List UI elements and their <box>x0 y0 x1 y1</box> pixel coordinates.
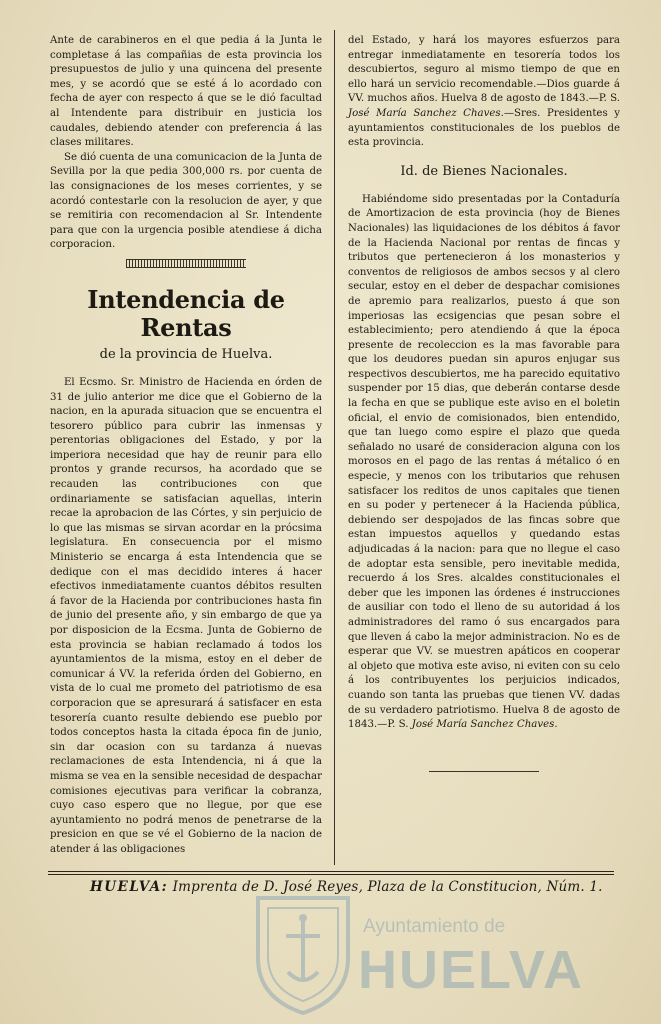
watermark-line-1: Ayuntamiento de <box>363 916 506 937</box>
paragraph-text: del Estado, y hará los mayores esfuerzos para entregar inmediatamente en tesorería todos los descubiertos, seguro al mismo tiempo de que en ello hará un servicio recomendable.—Dios guarde á VV. muchos años. Huelva 8 de agosto de 1843.—P. S. <box>348 35 620 105</box>
end-rule <box>429 771 539 772</box>
archive-watermark <box>248 888 648 1018</box>
city-seal-icon <box>248 888 358 1018</box>
article-paragraph <box>348 34 620 151</box>
article-paragraph: Se dió cuenta de una comunicacion de la Junta de Sevilla por la que pedia 300,000 rs. por cuenta de las consignaciones de los meses corrientes, y se acordó contestarle con la resolucion de ayer, y que se remitiria con recomendacion al Sr. Intendente para que con la urgencia posible atendiese á dicha corporacion. <box>50 151 322 251</box>
imprint-text: Imprenta de D. José Reyes, Plaza de la Constitucion, Núm. 1. <box>172 879 603 895</box>
paragraph-text: —Sres. Presidentes y ayuntamientos constitucionales de los pueblos de esta provincia. <box>348 107 620 149</box>
right-column <box>348 34 620 772</box>
column-divider <box>334 30 335 865</box>
article-paragraph: El Ecsmo. Sr. Ministro de Hacienda en órden de 31 de julio anterior me dice que el Gobierno de la nacion, en la apurada situacion que se encuentra el tesorero público para cubrir las inmensas y perentorias obligaciones del Estado, y por la imperiora necesidad que hay de reunir para ello prontos y grande recursos, ha acordado que se recauden las contribuciones con que ordinariamente se satisfacian aquellas, interin recae la aprobacion de las Córtes, y sin perjuicio de lo que las mismas se sirvan acordar en la prócsima legislatura. En consecuencia por el mismo Ministerio se encarga á esta Intendencia que se dedique con el mas decidido interes á hacer efectivos inmediatamente cuantos débitos resulten á favor de la Hacienda por contribuciones hasta fin de junio del presente año, y sin embargo de que ya por disposicion de la Ecsma. Junta de Gobierno de esta provincia se habian reclamado á todos los ayuntamientos de la misma, estoy en el deber de comunicar á VV. la referida órden del Gobierno, en vista de lo cual me prometo del patriotismo de esa corporacion que se apresurará á satisfacer en esta tesorería cuanto resulte debiendo ese pueblo por todos conceptos hasta la citada época fin de junio, sin dar ocasion con su tardanza á nuevas reclamaciones de esta Intendencia, ni á que la misma se vea en la sensible necesidad de despachar comisiones ejecutivas para verificar la cobranza, cuyo caso espero que no llegue, por que ese ayuntamiento no podrá menos de penetrarse de la presicion en que se vé el Gobierno de la nacion de atender á las obligaciones <box>50 376 322 855</box>
section-heading: Id. de Bienes Nacionales. <box>400 163 568 179</box>
article-paragraph <box>348 193 620 733</box>
signature: José María Sanchez Chaves. <box>348 107 504 119</box>
footer-rule <box>48 871 614 875</box>
section-subheading: de la provincia de Huelva. <box>99 346 273 362</box>
watermark-line-2: HUELVA <box>358 940 584 1000</box>
article-paragraph: Ante de carabineros en el que pedia á la Junta le completase á las compañias de esta provincia los presupuestos de julio y una quincena del presente mes, y se acordó que se esté á lo acordado con fecha de ayer con respecto á que se le dió facultad al Intendente para distribuir en justicia los caudales, debiendo atender con preferencia á las clases militares. <box>50 35 322 149</box>
signature: José María Sanchez Chaves. <box>411 719 558 731</box>
imprint-city: HUELVA: <box>90 879 169 895</box>
section-heading: Intendencia de Rentas <box>87 284 285 342</box>
ornamental-divider <box>126 259 246 268</box>
left-column <box>50 34 322 858</box>
paragraph-text: Habiéndome sido presentadas por la Contaduría de Amortizacion de esta provincia (hoy de Bienes Nacionales) las liquidaciones de los débitos á favor de la Hacienda Nacional por rentas de fincas y tributos que pertenecieron á los monasterios y conventos de religiosos de ambos secsos y al clero secular, estoy en el deber de despachar comisiones de apremio para realizarlos, puesto á que son imperiosas las ecsigencias que pesan sobre el establecimiento; pero atendiendo á que la época presente de recoleccion es la mas favorable para que los deudores puedan sin apuros enjugar sus respectivos descubiertos, me ha parecido equitativo suspender por 15 dias, que deberán contarse desde la fecha en que se publique este aviso en el boletin oficial, el envio de comisionados, bien entendido, que tan luego como espire el plazo que queda señalado no usaré de consideracion alguna con los morosos en el pago de las rentas á métalico ó en especie, y menos con los tributarios que rehusen satisfacer los reditos de unos capitales que tienen en su poder y pertenecer á la Hacienda pública, debiendo ser despojados de las fincas sobre que estan impuestos aquellos y quedando estas adjudicadas á la nacion: para que no llegue el caso de adoptar esta sensible, pero inevitable medida, recuerdo á los Sres. alcaldes constitucionales el deber que les imponen las órdenes é instrucciones de ausiliar con todo el lleno de su autoridad á los administradores del ramo ó sus encargados para que lleven á cabo la mejor administracion. No es de esperar que VV. se muestren apáticos en cooperar al objeto que motiva este aviso, ni eviten con su celo á los contribuyentes los perjuicios indicados, cuando son tanta las pruebas que tienen VV. dadas de su verdadero patriotismo. Huelva 8 de agosto de 1843.—P. S. <box>348 193 620 731</box>
